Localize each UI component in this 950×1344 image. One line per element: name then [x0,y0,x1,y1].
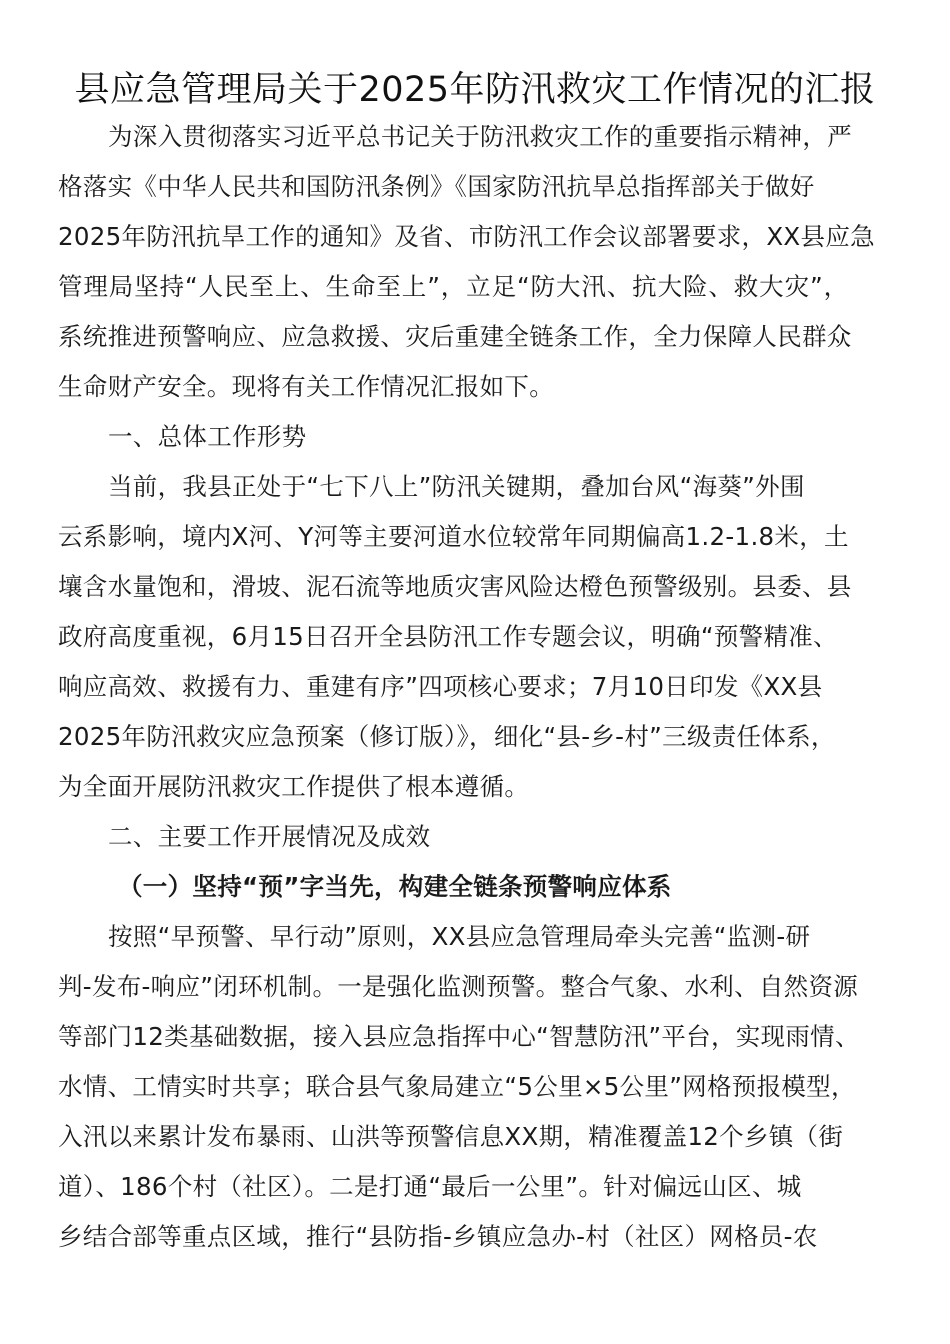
paragraph-line: 等部门12类基础数据，接入县应急指挥中心“智慧防汛”平台，实现雨情、 [58,1022,860,1051]
document-body [58,112,894,1262]
paragraph-line: 水情、工情实时共享；联合县气象局建立“5公里×5公里”网格预报模型， [58,1072,856,1101]
subsection-heading: （一）坚持“预”字当先，构建全链条预警响应体系 [118,872,672,901]
paragraph-line: 判-发布-响应”闭环机制。一是强化监测预警。整合气象、水利、自然资源 [58,972,859,1001]
paragraph-line: 云系影响，境内X河、Y河等主要河道水位较常年同期偏高1.2-1.8米，土 [58,522,849,551]
paragraph-line: 响应高效、救援有力、重建有序”四项核心要求；7月10日印发《XX县 [58,672,823,701]
paragraph-line: 2025年防汛救灾应急预案（修订版）》，细化“县-乡-村”三级责任体系， [58,722,836,751]
paragraph-line: 管理局坚持“人民至上、生命至上”，立足“防大汛、抗大险、救大灾”， [58,272,849,301]
paragraph-line: 2025年防汛抗旱工作的通知》及省、市防汛工作会议部署要求，XX县应急 [58,222,875,251]
document-title: 县应急管理局关于2025年防汛救灾工作情况的汇报 [74,70,876,110]
paragraph-line: 系统推进预警响应、应急救援、灾后重建全链条工作，全力保障人民群众 [58,322,852,351]
section-heading: 二、主要工作开展情况及成效 [108,822,431,851]
section-heading: 一、总体工作形势 [108,422,307,451]
paragraph-line: 生命财产安全。现将有关工作情况汇报如下。 [58,372,554,401]
paragraph-line: 入汛以来累计发布暴雨、山洪等预警信息XX期，精准覆盖12个乡镇（街 [58,1122,844,1151]
paragraph-line: 格落实《中华人民共和国防汛条例》《国家防汛抗旱总指挥部关于做好 [58,172,815,201]
paragraph-line: 为深入贯彻落实习近平总书记关于防汛救灾工作的重要指示精神，严 [108,122,852,151]
paragraph-line: 政府高度重视，6月15日召开全县防汛工作专题会议，明确“预警精准、 [58,622,838,651]
paragraph-line: 乡结合部等重点区域，推行“县防指-乡镇应急办-村（社区）网格员-农 [58,1222,818,1251]
paragraph-line: 为全面开展防汛救灾工作提供了根本遵循。 [58,772,530,801]
paragraph-line: 壤含水量饱和，滑坡、泥石流等地质灾害风险达橙色预警级别。县委、县 [58,572,852,601]
paragraph-line: 按照“早预警、早行动”原则，XX县应急管理局牵头完善“监测-研 [108,922,811,951]
paragraph-line: 道）、186个村（社区）。二是打通“最后一公里”。针对偏远山区、城 [58,1172,802,1201]
paragraph-line: 当前，我县正处于“七下八上”防汛关键期，叠加台风“海葵”外围 [108,472,805,501]
